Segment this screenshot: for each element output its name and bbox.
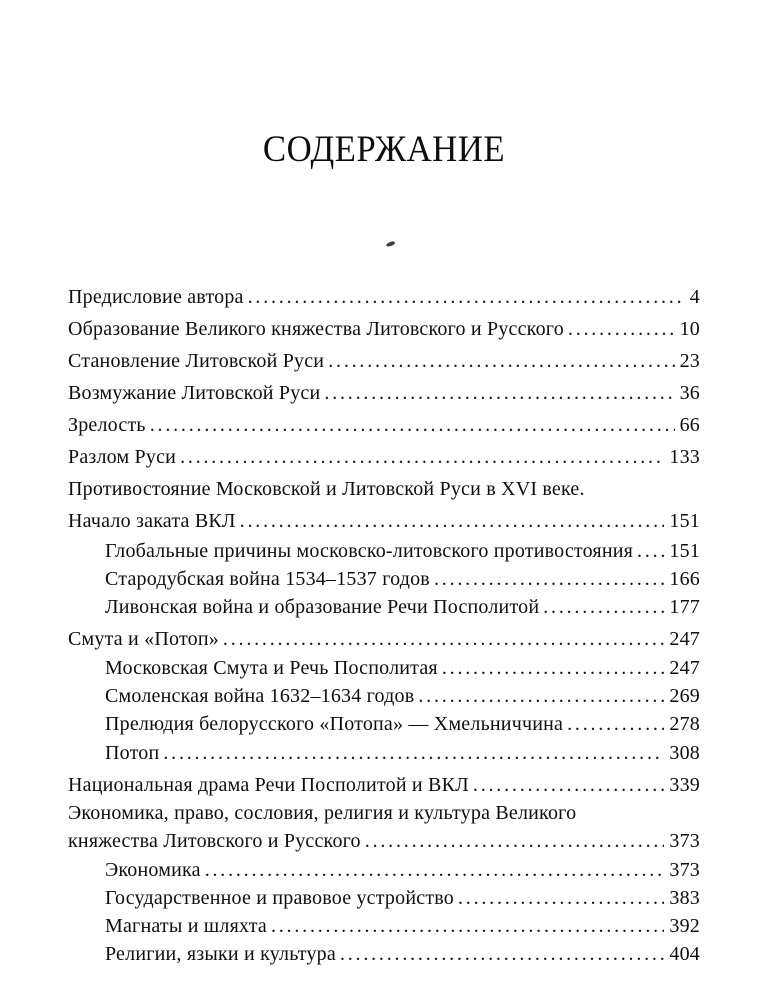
dot-leader <box>324 379 674 407</box>
page-title: СОДЕРЖАНИЕ <box>262 129 506 170</box>
toc-entry-page: 151 <box>669 509 700 532</box>
toc-entry <box>68 443 700 471</box>
toc-entry <box>68 565 700 593</box>
dot-leader <box>240 507 665 535</box>
toc-entry-page: 278 <box>669 713 700 736</box>
toc-entry-page: 383 <box>669 886 700 909</box>
toc-entry-page: 269 <box>669 685 700 708</box>
toc-entry-title: Образование Великого княжества Литовского и Русского <box>68 317 564 340</box>
dot-leader <box>543 593 664 621</box>
dot-leader <box>458 884 664 912</box>
toc-entry <box>68 283 700 311</box>
toc-entry-title: Московская Смута и Речь Посполитая <box>105 656 438 679</box>
toc-list <box>68 283 700 969</box>
dot-leader <box>271 912 664 940</box>
dot-leader <box>163 739 664 767</box>
dot-leader <box>442 654 665 682</box>
toc-entry-page: 66 <box>679 413 700 436</box>
toc-entry-page: 339 <box>669 773 700 796</box>
toc-entry-page: 373 <box>669 858 700 881</box>
toc-entry-page: 247 <box>669 656 700 679</box>
toc-entry <box>68 739 700 767</box>
dot-leader <box>248 283 685 311</box>
toc-entry <box>68 799 700 827</box>
toc-entry <box>68 940 700 968</box>
toc-entry-title: Экономика, право, сословия, религия и культура Великого <box>68 801 577 824</box>
dot-leader <box>567 710 664 738</box>
toc-entry <box>68 682 700 710</box>
toc-entry-page: 151 <box>669 539 700 562</box>
toc-entry-page: 404 <box>669 943 700 966</box>
toc-entry-page: 166 <box>669 568 700 591</box>
toc-entry <box>68 411 700 439</box>
toc-entry <box>68 827 700 855</box>
toc-entry-title: Ливонская война и образование Речи Посполитой <box>105 596 540 619</box>
toc-entry-title: Национальная драма Речи Посполитой и ВКЛ <box>68 773 469 796</box>
toc-entry <box>68 379 700 407</box>
toc-entry-page: 36 <box>679 381 700 404</box>
toc-entry-title: Экономика <box>105 858 201 881</box>
toc-entry-title: Смута и «Потоп» <box>68 628 219 651</box>
toc-entry-title: Зрелость <box>68 413 146 436</box>
toc-entry-title: Потоп <box>105 741 160 764</box>
toc-entry-title: Религии, языки и культура <box>105 943 336 966</box>
dot-leader <box>568 315 675 343</box>
dot-leader <box>473 771 665 799</box>
toc-entry-page: 373 <box>669 830 700 853</box>
dot-leader <box>434 565 664 593</box>
toc-entry-title: Государственное и правовое устройство <box>105 886 454 909</box>
dot-leader <box>223 625 664 653</box>
toc-entry-page: 10 <box>679 317 700 340</box>
toc-entry <box>68 347 700 375</box>
toc-entry-title: Предисловие автора <box>68 286 244 308</box>
dot-leader <box>150 411 675 439</box>
toc-entry-page: 177 <box>669 596 700 619</box>
toc-entry <box>68 856 700 884</box>
toc-entry-page: 308 <box>669 741 700 764</box>
toc-entry <box>68 710 700 738</box>
toc-entry-title: княжества Литовского и Русского <box>68 830 361 853</box>
dot-leader <box>418 682 664 710</box>
toc-entry-title: Глобальные причины московско-литовского противостояния <box>105 539 634 562</box>
dot-leader <box>180 443 664 471</box>
toc-entry <box>68 315 700 343</box>
toc-entry <box>68 912 700 940</box>
toc-entry-page: 4 <box>689 286 700 308</box>
toc-entry-title: Начало заката ВКЛ <box>68 509 236 532</box>
toc-entry <box>68 537 700 565</box>
dot-leader <box>328 347 674 375</box>
toc-entry-page: 23 <box>679 349 700 372</box>
dot-leader <box>365 827 665 855</box>
toc-entry-page: 133 <box>669 445 700 468</box>
toc-entry <box>68 593 700 621</box>
toc-entry-page: 392 <box>669 915 700 938</box>
toc-entry-title: Стародубская война 1534–1537 годов <box>105 568 430 591</box>
toc-entry-title: Прелюдия белорусского «Потопа» — Хмельниччина <box>105 713 564 736</box>
toc-entry-title: Разлом Руси <box>68 445 177 468</box>
toc-entry <box>68 654 700 682</box>
toc-entry-title: Противостояние Московской и Литовской Руси в XVI веке. <box>68 477 585 500</box>
toc-entry-page: 247 <box>669 628 700 651</box>
dot-leader <box>205 856 665 884</box>
toc-entry-title: Смоленская война 1632–1634 годов <box>105 685 415 708</box>
smudge-mark <box>386 241 396 248</box>
toc-entry <box>68 507 700 535</box>
toc-entry-title: Становление Литовской Руси <box>68 349 325 372</box>
toc-entry-title: Магнаты и шляхта <box>105 915 267 938</box>
dot-leader <box>340 940 664 968</box>
toc-entry <box>68 475 700 503</box>
toc-entry <box>68 771 700 799</box>
toc-entry <box>68 625 700 653</box>
toc-entry-title: Возмужание Литовской Руси <box>68 381 321 404</box>
dot-leader <box>637 537 664 565</box>
toc-entry <box>68 884 700 912</box>
